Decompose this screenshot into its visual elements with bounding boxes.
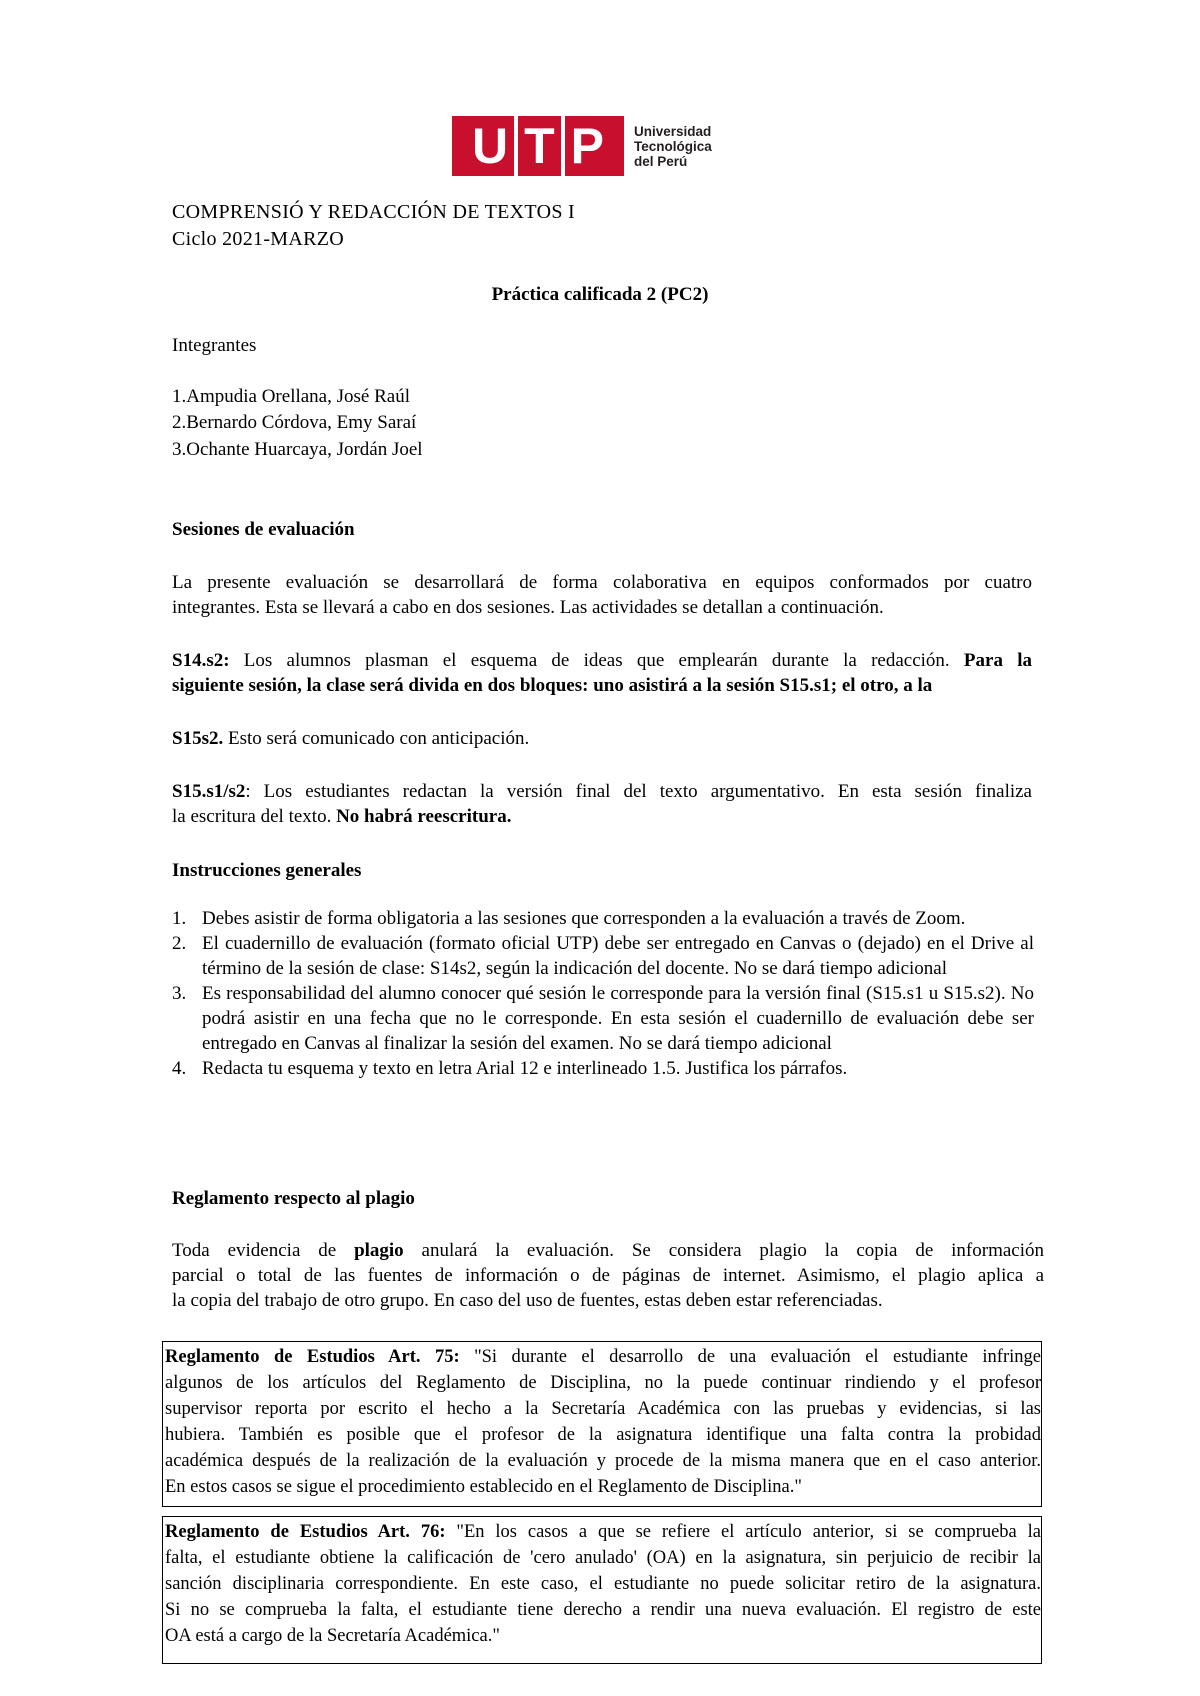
- sessions-heading: Sesiones de evaluación: [172, 519, 355, 540]
- utp-logo-name: Universidad Tecnológica del Perú: [634, 123, 712, 169]
- plagiarism-heading: Reglamento respecto al plagio: [172, 1188, 415, 1209]
- session-s14: S14.s2: Los alumnos plasman el esquema de ideas que emplearán durante la redacción. Para la siguiente sesión, la clase será divida en dos bloques: uno asistirá a la sesión S15.s1; el otro, a la: [172, 650, 1032, 696]
- session-s15: S15.s1/s2: Los estudiantes redactan la versión final del texto argumentativo. En esta sesión finaliza la escritura del texto. No habrá reescritura.: [172, 781, 1032, 827]
- member-item: 2.Bernardo Córdova, Emy Saraí: [172, 412, 417, 433]
- document-title: Práctica calificada 2 (PC2): [491, 284, 709, 305]
- article-76-box: Reglamento de Estudios Art. 76: "En los casos a que se refiere el artículo anterior, si se comprueba la falta, el estudiante obtiene la calificación de 'cero anulado' (OA) en la asignatura, sin perjuicio de recibir la sanción disciplinaria correspondiente. En este caso, el estudiante no puede solicitar retiro de la asignatura. Si no se comprueba la falta, el estudiante tiene derecho a rendir una nueva evaluación. El registro de este OA está a cargo de la Secretaría Académica.": [162, 1516, 1042, 1664]
- list-item: 2. El cuadernillo de evaluación (formato oficial UTP) debe ser entregado en Canvas o (dejado) en el Drive al término de la sesión de clase: S14s2, según la indicación del docente. No se dará tiempo adicional: [172, 933, 1034, 979]
- utp-logo-mark: [452, 116, 624, 176]
- logo-letter-p: P: [570, 118, 604, 174]
- list-item: 4. Redacta tu esquema y texto en letra Arial 12 e interlineado 1.5. Justifica los párrafos.: [172, 1058, 848, 1079]
- utp-logo: [452, 116, 712, 176]
- logo-letter-u: U: [471, 118, 509, 174]
- instructions-heading: Instrucciones generales: [172, 860, 362, 881]
- list-item: 1. Debes asistir de forma obligatoria a las sesiones que corresponden a la evaluación a través de Zoom.: [172, 908, 966, 929]
- member-item: 1.Ampudia Orellana, José Raúl: [172, 386, 410, 407]
- session-s15s2: S15s2. Esto será comunicado con anticipación.: [172, 728, 530, 749]
- instructions-list: [172, 906, 1034, 1081]
- plagiarism-paragraph: Toda evidencia de plagio anulará la evaluación. Se considera plagio la copia de información parcial o total de las fuentes de información o de páginas de internet. Asimismo, el plagio aplica a la copia del trabajo de otro grupo. En caso del uso de fuentes, estas deben estar referenciadas.: [172, 1240, 1044, 1311]
- article-75-box: Reglamento de Estudios Art. 75: "Si durante el desarrollo de una evaluación el estudiante infringe algunos de los artículos del Reglamento de Disciplina, no la puede continuar rindiendo y el profesor supervisor reporta por escrito el hecho a la Secretaría Académica con las pruebas y evidencias, si las hubiera. También es posible que el profesor de la asignatura identifique una falta contra la probidad académica después de la realización de la evaluación y procede de la misma manera que en el caso anterior. En estos casos se sigue el procedimiento establecido en el Reglamento de Disciplina.": [162, 1341, 1042, 1507]
- course-title: COMPRENSIÓ Y REDACCIÓN DE TEXTOS I: [172, 201, 576, 223]
- course-cycle: Ciclo 2021-MARZO: [172, 228, 345, 250]
- logo-letter-t: T: [524, 118, 555, 174]
- sessions-intro: La presente evaluación se desarrollará de forma colaborativa en equipos conformados por cuatro integrantes. Esta se llevará a cabo en dos sesiones. Las actividades se detallan a continuación.: [172, 572, 1032, 618]
- member-item: 3.Ochante Huarcaya, Jordán Joel: [172, 439, 423, 460]
- list-item: 3. Es responsabilidad del alumno conocer qué sesión le corresponde para la versión final (S15.s1 u S15.s2). No podrá asistir en una fecha que no le corresponde. En esta sesión el cuadernillo de evaluación debe ser entregado en Canvas al finalizar la sesión del examen. No se dará tiempo adicional: [172, 983, 1034, 1054]
- members-label: Integrantes: [172, 335, 257, 356]
